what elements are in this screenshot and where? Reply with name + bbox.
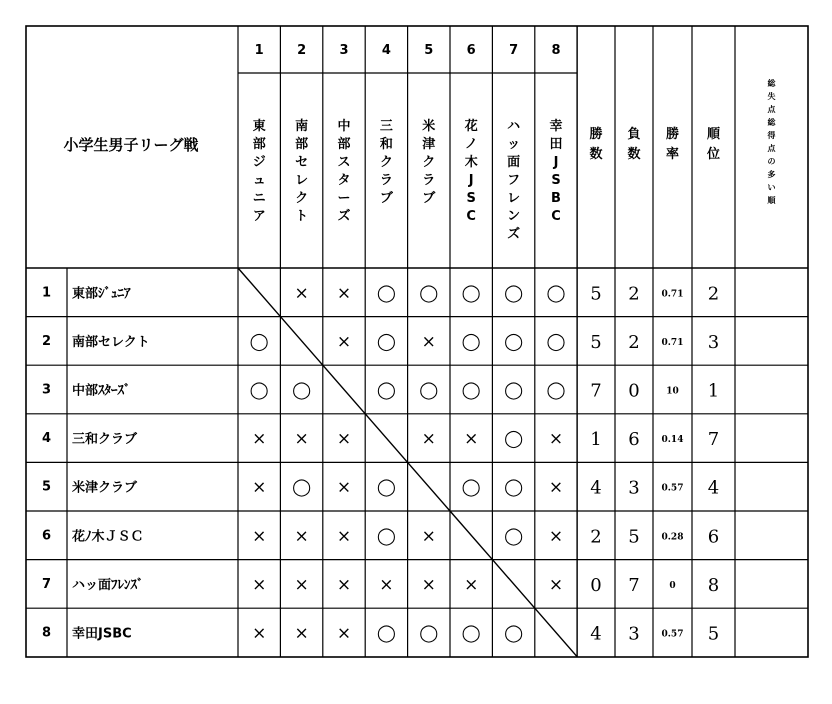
match-result: ◯ bbox=[546, 283, 566, 304]
stat-header: 勝率 bbox=[665, 127, 680, 162]
match-result: ◯ bbox=[419, 283, 439, 304]
match-result: ◯ bbox=[461, 477, 481, 498]
rank-value: 6 bbox=[707, 526, 720, 548]
match-result: ◯ bbox=[504, 429, 524, 450]
match-result: × bbox=[336, 283, 352, 304]
row-team-name: 米津クラブ bbox=[72, 480, 138, 496]
team-header-vertical: 幸田 J S B C bbox=[549, 119, 563, 224]
match-result: ◯ bbox=[376, 380, 396, 401]
win-rate-value: 0 bbox=[669, 580, 676, 591]
stat-headers bbox=[589, 126, 721, 162]
column-number: 4 bbox=[381, 43, 391, 58]
match-result: × bbox=[336, 623, 352, 644]
match-result: × bbox=[252, 623, 267, 644]
match-result: ◯ bbox=[419, 380, 439, 401]
column-number: 2 bbox=[297, 43, 307, 58]
match-result: ◯ bbox=[376, 477, 396, 498]
match-result: × bbox=[421, 429, 436, 450]
win-rate-value: 0.71 bbox=[661, 289, 684, 300]
match-result: × bbox=[548, 429, 564, 450]
losses-value: 6 bbox=[628, 429, 640, 451]
row-team-name: 南部セレクト bbox=[72, 334, 150, 350]
match-result: ◯ bbox=[461, 283, 481, 304]
match-result: ◯ bbox=[249, 331, 269, 352]
wins-value: 4 bbox=[590, 623, 602, 645]
match-result: × bbox=[548, 526, 564, 547]
row-team-name: 幸田JSBC bbox=[72, 626, 132, 642]
self-match-diagonal bbox=[408, 462, 450, 511]
match-result: × bbox=[379, 574, 394, 595]
match-result: × bbox=[294, 623, 309, 644]
rank-value: 5 bbox=[707, 623, 720, 645]
self-match-diagonal bbox=[280, 317, 322, 366]
match-result: ◯ bbox=[546, 331, 566, 352]
losses-value: 3 bbox=[628, 623, 640, 645]
row-number: 5 bbox=[41, 479, 52, 495]
team-header-vertical: 米津クラブ bbox=[422, 119, 436, 206]
column-number: 5 bbox=[424, 43, 434, 58]
table-row bbox=[42, 526, 719, 547]
table-row bbox=[42, 332, 719, 353]
match-result: × bbox=[421, 526, 436, 547]
match-result: ◯ bbox=[461, 331, 481, 352]
match-result: ◯ bbox=[504, 380, 524, 401]
losses-value: 0 bbox=[628, 380, 640, 402]
table-row bbox=[42, 478, 719, 499]
row-number: 6 bbox=[41, 528, 52, 544]
match-result: ◯ bbox=[376, 623, 396, 644]
self-match-diagonal bbox=[365, 414, 407, 463]
rank-value: 2 bbox=[707, 283, 720, 305]
row-number: 8 bbox=[41, 625, 52, 641]
table-row bbox=[42, 575, 719, 596]
rank-value: 3 bbox=[707, 331, 720, 353]
losses-value: 3 bbox=[628, 477, 640, 499]
wins-value: 2 bbox=[590, 526, 602, 548]
row-team-name: ハッ面ﾌﾚﾝｽﾞ bbox=[72, 577, 144, 593]
row-number: 2 bbox=[41, 333, 52, 349]
match-result: ◯ bbox=[504, 477, 524, 498]
match-result: × bbox=[252, 477, 267, 498]
self-match-diagonal bbox=[323, 365, 365, 414]
wins-value: 0 bbox=[590, 574, 602, 596]
match-result: × bbox=[336, 574, 352, 595]
wins-value: 1 bbox=[590, 429, 602, 451]
match-result: × bbox=[336, 526, 352, 547]
match-result: × bbox=[252, 526, 267, 547]
team-header-vertical: 東部ジュニア bbox=[252, 119, 266, 224]
match-result: ◯ bbox=[504, 526, 524, 547]
match-result: ◯ bbox=[461, 380, 481, 401]
losses-value: 2 bbox=[628, 283, 640, 305]
match-result: × bbox=[421, 331, 436, 352]
team-header-vertical: 南部セレクト bbox=[295, 119, 309, 224]
match-result: × bbox=[252, 574, 267, 595]
match-result: ◯ bbox=[249, 380, 269, 401]
self-match-diagonal bbox=[535, 608, 577, 657]
wins-value: 7 bbox=[590, 380, 602, 402]
match-result: ◯ bbox=[419, 623, 439, 644]
match-result: ◯ bbox=[504, 283, 524, 304]
match-result: × bbox=[336, 331, 352, 352]
table-title: 小学生男子リーグ戦 bbox=[63, 136, 199, 154]
match-result: × bbox=[548, 574, 564, 595]
win-rate-value: 0.71 bbox=[661, 337, 684, 348]
column-number: 3 bbox=[339, 43, 349, 58]
row-number: 7 bbox=[41, 576, 52, 592]
column-number: 1 bbox=[254, 43, 264, 58]
match-result: ◯ bbox=[376, 331, 396, 352]
win-rate-value: 0.57 bbox=[661, 483, 684, 494]
match-result: × bbox=[336, 429, 352, 450]
self-match-diagonal bbox=[238, 268, 280, 317]
match-result: × bbox=[548, 477, 564, 498]
match-result: ◯ bbox=[376, 283, 396, 304]
table-row bbox=[42, 381, 719, 402]
column-number: 7 bbox=[509, 43, 519, 58]
stat-header: 負数 bbox=[627, 127, 641, 162]
column-number: 6 bbox=[466, 43, 476, 58]
column-number: 8 bbox=[551, 43, 561, 58]
match-result: × bbox=[294, 283, 309, 304]
match-result: × bbox=[294, 574, 309, 595]
row-team-name: 三和クラブ bbox=[72, 432, 138, 448]
win-rate-value: 0.14 bbox=[661, 435, 684, 446]
self-match-diagonal bbox=[450, 511, 492, 560]
table-row bbox=[42, 283, 719, 304]
rank-value: 8 bbox=[707, 574, 720, 596]
losses-value: 7 bbox=[628, 574, 640, 596]
self-match-diagonal bbox=[492, 560, 534, 609]
rank-value: 1 bbox=[707, 380, 720, 402]
row-team-name: 花ﾉ木ＪＳＣ bbox=[72, 529, 144, 545]
losses-value: 5 bbox=[628, 526, 640, 548]
stat-header: 順位 bbox=[706, 127, 721, 162]
win-rate-value: 10 bbox=[666, 386, 679, 397]
row-number: 1 bbox=[41, 285, 52, 301]
table-row bbox=[42, 624, 719, 645]
match-result: × bbox=[294, 429, 309, 450]
table-body bbox=[42, 283, 719, 644]
win-rate-value: 0.57 bbox=[661, 629, 684, 640]
tiebreak-header bbox=[767, 78, 777, 205]
match-result: × bbox=[421, 574, 436, 595]
match-result: × bbox=[294, 526, 309, 547]
row-number: 3 bbox=[41, 382, 52, 398]
match-result: ◯ bbox=[546, 380, 566, 401]
match-result: ◯ bbox=[376, 526, 396, 547]
team-header-vertical: 三和クラブ bbox=[379, 119, 393, 206]
team-header-vertical: 花ノ木 J S C bbox=[464, 119, 478, 224]
row-team-name: 東部ｼﾞｭﾆｱ bbox=[72, 286, 131, 302]
match-result: ◯ bbox=[292, 477, 312, 498]
stat-header: 勝数 bbox=[589, 127, 603, 162]
match-result: ◯ bbox=[504, 623, 524, 644]
wins-value: 5 bbox=[590, 283, 602, 305]
losses-value: 2 bbox=[628, 331, 640, 353]
row-team-name: 中部ｽﾀｰｽﾞ bbox=[72, 383, 131, 399]
tiebreak-header-text: 総失点総得点の多い順 bbox=[767, 79, 776, 205]
match-result: × bbox=[464, 574, 479, 595]
win-rate-value: 0.28 bbox=[661, 532, 684, 543]
wins-value: 4 bbox=[590, 477, 602, 499]
team-header-vertical: ハッ面フレンズ bbox=[507, 119, 521, 242]
team-header-vertical: 中部スターズ bbox=[337, 119, 351, 224]
match-result: × bbox=[252, 429, 267, 450]
rank-value: 7 bbox=[707, 429, 720, 451]
rank-value: 4 bbox=[707, 477, 720, 499]
match-result: × bbox=[336, 477, 352, 498]
match-result: ◯ bbox=[461, 623, 481, 644]
wins-value: 5 bbox=[590, 331, 602, 353]
match-result: ◯ bbox=[504, 331, 524, 352]
match-result: ◯ bbox=[292, 380, 312, 401]
match-result: × bbox=[464, 429, 479, 450]
row-number: 4 bbox=[41, 431, 52, 447]
